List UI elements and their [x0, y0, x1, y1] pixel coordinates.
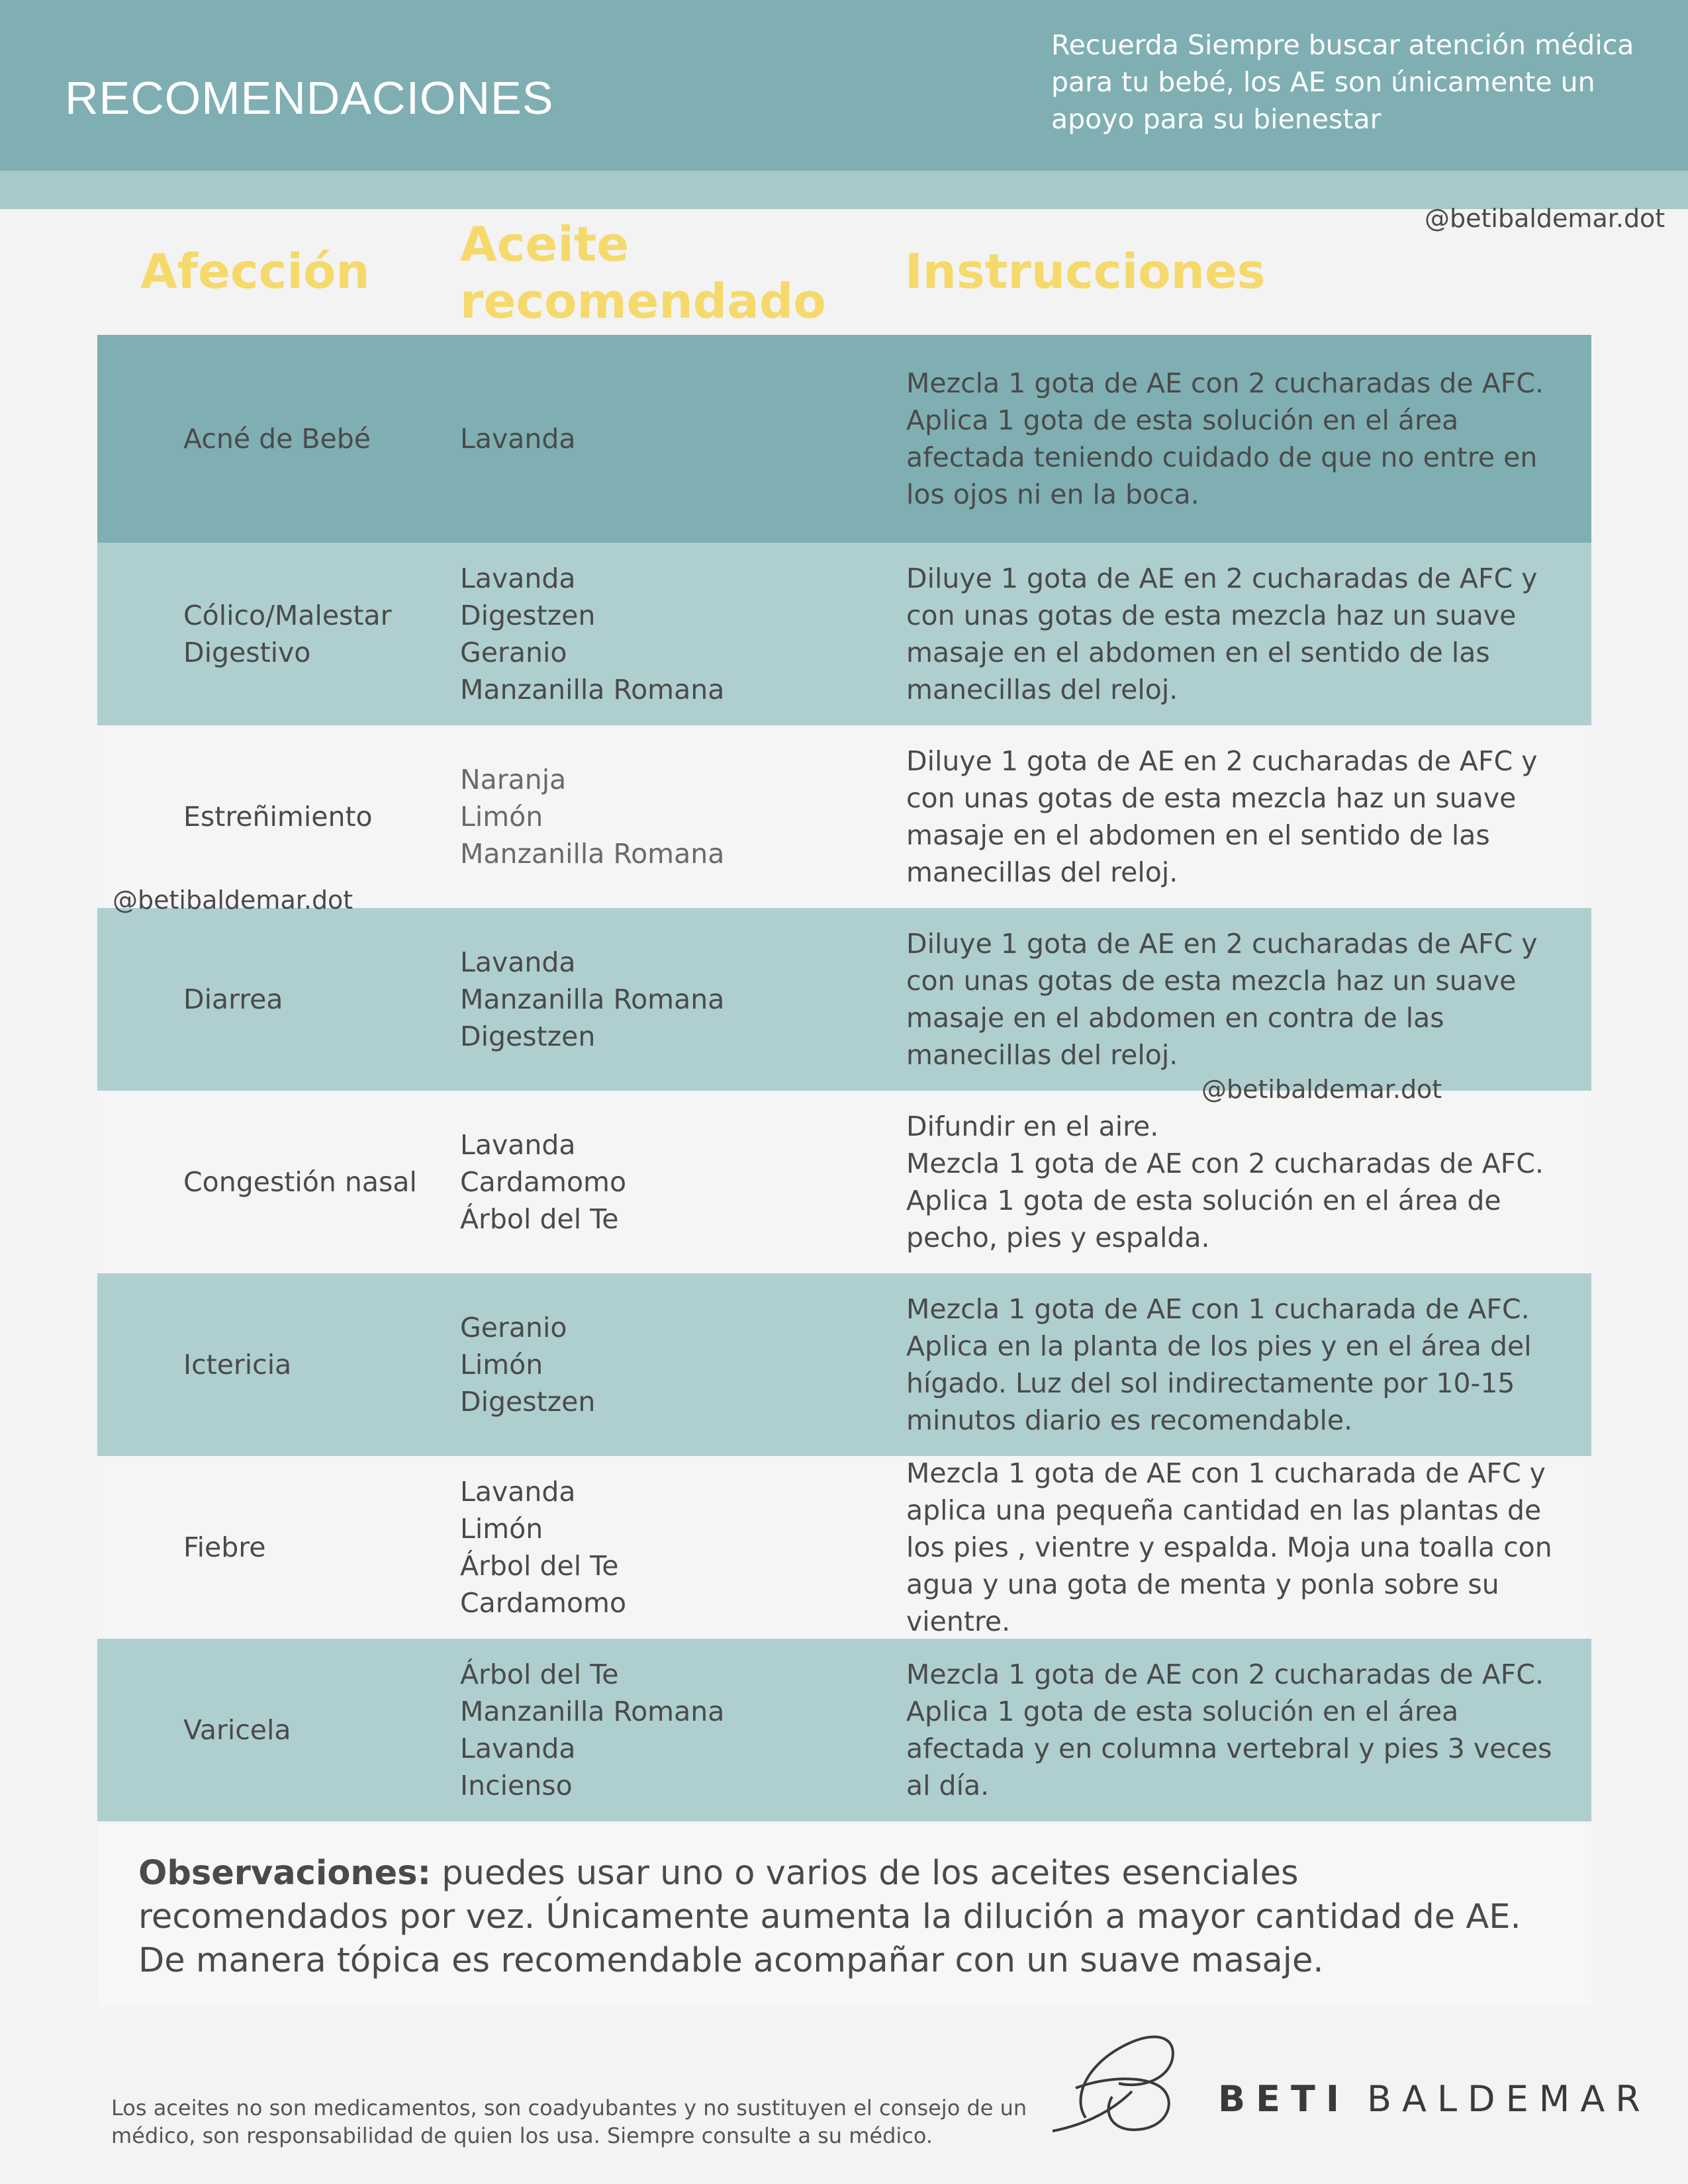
table-row [97, 1456, 1591, 1639]
affection-cell: Congestión nasal [183, 1166, 417, 1198]
oil-cell: Lavanda [460, 423, 576, 455]
oil-cell: Árbol del Te Manzanilla Romana Lavanda Incienso [460, 1659, 725, 1801]
instructions-cell: Diluye 1 gota de AE en 2 cucharadas de AFC y con unas gotas de esta mezcla haz un suave masaje en el abdomen en el sentido de las manecillas del reloj. [906, 745, 1538, 888]
affection-cell: Estreñimiento [183, 801, 373, 833]
table-row [97, 1091, 1591, 1273]
watermark-handle: @betibaldemar.dot [1425, 204, 1665, 233]
table-row [97, 908, 1591, 1091]
oil-cell: Lavanda Cardamomo Árbol del Te [460, 1129, 627, 1235]
affection-cell: Fiebre [183, 1531, 266, 1563]
instructions-cell: Mezcla 1 gota de AE con 1 cucharada de AFC. Aplica en la planta de los pies y en el área del hígado. Luz del sol indirectamente por 10-15 minutos diario es recomendable. [906, 1293, 1532, 1436]
oil-cell: Lavanda Digestzen Geranio Manzanilla Romana [460, 563, 725, 705]
table-row [97, 725, 1591, 908]
watermark-handle: @betibaldemar.dot [1201, 1075, 1442, 1104]
header-note: Recuerda Siempre buscar atención médica para tu bebé, los AE son únicamente un apoyo para su bienestar [1051, 29, 1634, 135]
oil-cell: Naranja Limón Manzanilla Romana [460, 764, 725, 870]
column-header-affection: Afección [140, 244, 370, 299]
observations-text [138, 1852, 1542, 1983]
footer-disclaimer: Los aceites no son medicamentos, son coadyubantes y no sustituyen el consejo de un médico, son responsabilidad de quien los usa. Siempre consulte a su médico. [111, 2095, 1027, 2148]
affection-cell: Varicela [183, 1714, 291, 1746]
table-row [97, 543, 1591, 725]
observations-body: puedes usar uno o varios de los aceites esenciales recomendados por vez. Únicamente aumenta la dilución a mayor cantidad de AE. De manera tópica es recomendable acompañar con un suave masaje. [138, 1854, 1521, 1980]
table-row [97, 1639, 1591, 1821]
instructions-cell: Diluye 1 gota de AE en 2 cucharadas de AFC y con unas gotas de esta mezcla haz un suave masaje en el abdomen en el sentido de las manecillas del reloj. [906, 563, 1538, 705]
column-header-oil: Aceite recomendado [460, 216, 826, 329]
beti-baldemar-monogram-icon [1046, 2025, 1205, 2138]
instructions-cell: Diluye 1 gota de AE en 2 cucharadas de AFC y con unas gotas de esta mezcla haz un suave masaje en el abdomen en contra de las manecillas del reloj. [906, 928, 1538, 1071]
instructions-cell: Difundir en el aire. Mezcla 1 gota de AE con 2 cucharadas de AFC. Aplica 1 gota de esta solución en el área de pecho, pies y espalda. [906, 1111, 1544, 1253]
oil-cell: Lavanda Limón Árbol del Te Cardamomo [460, 1476, 627, 1619]
affection-cell: Cólico/Malestar Digestivo [183, 600, 392, 668]
table-row [97, 1273, 1591, 1456]
brand-last: BALDEMAR [1366, 2078, 1651, 2120]
table-row [97, 335, 1591, 543]
affection-cell: Acné de Bebé [183, 423, 371, 455]
brand-first: BETI [1218, 2078, 1350, 2120]
instructions-cell: Mezcla 1 gota de AE con 1 cucharada de AFC y aplica una pequeña cantidad en las plantas de los pies , vientre y espalda. Moja una toalla con agua y una gota de menta y ponla sobre su vientre. [906, 1457, 1552, 1637]
affection-cell: Diarrea [183, 983, 283, 1015]
oil-cell: Lavanda Manzanilla Romana Digestzen [460, 946, 725, 1052]
instructions-cell: Mezcla 1 gota de AE con 2 cucharadas de AFC. Aplica 1 gota de esta solución en el área afectada teniendo cuidado de que no entre en los ojos ni en la boca. [906, 367, 1544, 510]
observations-box [97, 1824, 1591, 2007]
observations-label: Observaciones: [138, 1854, 432, 1893]
affection-cell: Ictericia [183, 1349, 292, 1381]
column-header-instructions: Instrucciones [905, 244, 1266, 299]
brand-name [1218, 2078, 1651, 2120]
page-title: RECOMENDACIONES [65, 72, 554, 124]
instructions-cell: Mezcla 1 gota de AE con 2 cucharadas de AFC. Aplica 1 gota de esta solución en el área afectada y en columna vertebral y pies 3 veces al día. [906, 1659, 1552, 1801]
watermark-handle: @betibaldemar.dot [113, 886, 353, 915]
oil-cell: Geranio Limón Digestzen [460, 1312, 596, 1418]
